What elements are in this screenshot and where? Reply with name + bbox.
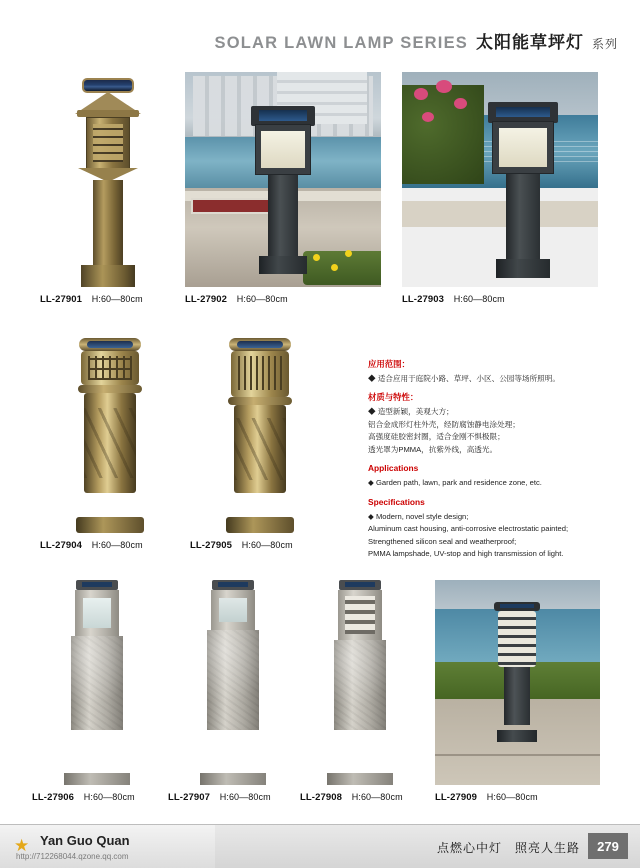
lamp-base	[496, 259, 549, 278]
lamp-glass	[261, 131, 305, 168]
product-size-6: H:60—80cm	[83, 792, 135, 802]
product-cell-6	[32, 580, 162, 803]
product-cell-7	[168, 580, 298, 803]
lamp-ring	[228, 397, 292, 405]
header-chinese-suffix: 系列	[591, 37, 618, 51]
en-spec-line-3: Strengthened silicon seal and weatherproof;	[368, 536, 517, 546]
product-size-8: H:60—80cm	[351, 792, 403, 802]
product-code-7: LL-27907	[168, 792, 210, 803]
en-spec-line-1: ◆ Modern, novel style design;	[368, 511, 469, 521]
cn-spec-line-2: 铝合金成形灯柱外壳，经防腐蚀静电涂处理；	[368, 419, 520, 429]
product-cell-9	[435, 580, 600, 803]
product-caption-4	[40, 540, 180, 551]
product-size-5: H:60—80cm	[241, 540, 293, 550]
lamp-post	[207, 630, 259, 730]
lamp-glass	[219, 598, 247, 622]
product-caption-1	[40, 294, 175, 305]
lamp-glass	[499, 128, 547, 167]
footer-url[interactable]: http://712268044.qzone.qq.com	[16, 852, 129, 861]
lamp-lattice	[88, 356, 132, 380]
product-code-2: LL-27902	[185, 294, 227, 305]
cn-applications-line: ◆ 适合应用于庭院小路、草坪、小区、公园等场所照明。	[368, 373, 560, 383]
product-image-8	[300, 580, 420, 785]
lamp-eave	[77, 110, 139, 117]
product-code-4: LL-27904	[40, 540, 82, 551]
cn-specs-heading: 材质与特性：	[368, 392, 419, 403]
product-caption-2	[185, 294, 381, 305]
product-caption-8	[300, 792, 420, 803]
lamp-post	[268, 175, 299, 256]
product-code-1: LL-27901	[40, 294, 82, 305]
lamp-unit-2	[251, 106, 315, 274]
solar-cell	[82, 582, 112, 587]
product-size-3: H:60—80cm	[453, 294, 505, 304]
product-image-7	[168, 580, 298, 785]
header-chinese-title: 太阳能草坪灯	[475, 33, 584, 52]
product-caption-5	[190, 540, 330, 551]
header-english-title: SOLAR LAWN LAMP SERIES	[214, 34, 468, 52]
solar-panel-icon	[237, 341, 283, 348]
footer-brand: Yan Guo Quan	[40, 833, 130, 848]
lamp-base	[64, 773, 130, 785]
lamp-louvers	[498, 611, 536, 667]
page-number-badge: 279	[588, 833, 628, 859]
lamp-texture	[234, 418, 286, 480]
lamp-lattice	[93, 124, 123, 162]
solar-panel-icon	[488, 102, 558, 123]
star-icon: ★	[14, 836, 30, 855]
solar-panel-icon	[251, 106, 315, 126]
en-spec-line-4: PMMA lampshade, UV-stop and high transmission of light.	[368, 549, 564, 559]
scene-flower	[345, 250, 352, 257]
solar-panel-icon	[82, 78, 134, 93]
scene-flower	[331, 264, 338, 271]
page-footer	[0, 824, 640, 868]
en-applications-heading: Applications	[368, 463, 419, 474]
info-text-block	[368, 358, 618, 561]
product-caption-7	[168, 792, 298, 803]
solar-panel-icon	[87, 341, 133, 348]
scene-blossom	[422, 112, 434, 122]
page-header	[215, 28, 618, 53]
product-code-5: LL-27905	[190, 540, 232, 551]
cn-spec-line-3: 高强度硅胶密封圈，适合金刚不惧极限；	[368, 432, 505, 442]
solar-cell	[345, 582, 375, 587]
product-image-6	[32, 580, 162, 785]
footer-slogan: 点燃心中灯 照亮人生路	[436, 841, 580, 855]
cn-spec-line-4: 透光罩为PMMA，抗紫外线，高透光。	[368, 444, 498, 454]
en-spec-line-2: Aluminum cast housing, anti-corrosive electrostatic painted;	[368, 524, 569, 534]
product-caption-9	[435, 792, 600, 803]
lamp-post	[93, 180, 123, 272]
cn-spec-line-1: ◆ 造型新颖，美观大方；	[368, 407, 454, 417]
product-image-1	[40, 72, 175, 287]
cn-applications-heading: 应用范围：	[368, 359, 410, 369]
lamp-base	[497, 730, 537, 742]
lamp-texture	[84, 408, 136, 478]
product-code-9: LL-27909	[435, 792, 477, 803]
product-size-1: H:60—80cm	[91, 294, 143, 304]
scene-blossom	[414, 88, 428, 100]
product-cell-3	[402, 72, 598, 305]
lamp-glass	[83, 598, 111, 628]
lamp-base	[76, 517, 144, 533]
lamp-base	[327, 773, 393, 785]
solar-panel-icon	[500, 604, 534, 608]
en-applications-line: ◆ Garden path, lawn, park and residence zone, etc.	[368, 478, 542, 488]
product-image-3	[402, 72, 598, 287]
product-code-8: LL-27908	[300, 792, 342, 803]
lamp-unit-3	[488, 102, 558, 278]
lamp-base	[81, 265, 135, 287]
lamp-lattice	[238, 356, 282, 390]
lamp-unit-9	[487, 602, 547, 742]
product-image-2	[185, 72, 381, 287]
product-cell-2	[185, 72, 381, 305]
scene-blossom	[454, 98, 467, 109]
product-size-2: H:60—80cm	[236, 294, 288, 304]
lamp-base	[200, 773, 266, 785]
lamp-base	[226, 517, 294, 533]
product-image-4	[40, 338, 180, 533]
en-specs-heading: Specifications	[368, 496, 425, 507]
scene-blossom	[436, 80, 452, 93]
product-code-3: LL-27903	[402, 294, 444, 305]
scene-path-line	[435, 754, 600, 756]
lamp-post	[71, 636, 123, 730]
product-cell-8	[300, 580, 420, 803]
product-size-7: H:60—80cm	[219, 792, 271, 802]
lamp-louvers	[345, 596, 375, 634]
product-caption-6	[32, 792, 162, 803]
lamp-ring	[78, 385, 142, 393]
lamp-post	[504, 667, 530, 725]
product-size-9: H:60—80cm	[486, 792, 538, 802]
product-caption-3	[402, 294, 598, 305]
lamp-post	[334, 640, 386, 730]
product-image-5	[190, 338, 330, 533]
product-cell-1	[40, 72, 175, 305]
scene-bush	[402, 85, 484, 184]
lamp-post	[506, 174, 540, 258]
solar-cell	[218, 582, 248, 587]
product-image-9	[435, 580, 600, 785]
product-cell-5	[190, 338, 330, 551]
product-code-6: LL-27906	[32, 792, 74, 803]
product-size-4: H:60—80cm	[91, 540, 143, 550]
lamp-base	[259, 256, 308, 274]
product-cell-4	[40, 338, 180, 551]
